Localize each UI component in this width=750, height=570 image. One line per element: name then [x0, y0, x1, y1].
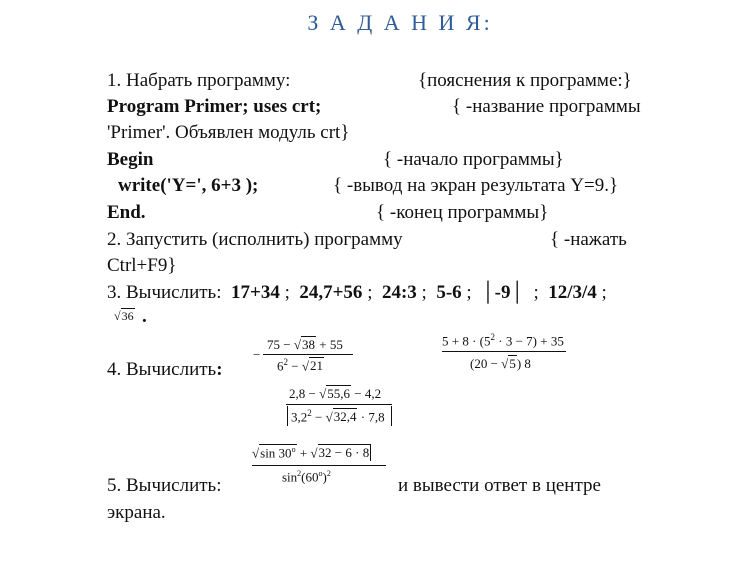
task3-expressions: 3. Вычислить: 17+34 ; 24,7+56 ; 24:3 ; 5-6 ; │-9│ ; 12/3/4 ;: [107, 282, 607, 303]
task3-end-dot: .: [142, 306, 147, 327]
task1-note: {пояснения к программе:}: [418, 70, 632, 91]
task2-note: { -нажать: [550, 229, 627, 250]
expr-6: 12/3/4: [548, 282, 597, 303]
expr-5: -9: [494, 282, 511, 303]
code-line-end-note: { -конец программы}: [376, 202, 549, 223]
task2-note2: Ctrl+F9}: [107, 255, 177, 276]
expr-4: 5-6: [436, 282, 462, 303]
fraction-3: [286, 385, 396, 433]
code-line-end: End.: [107, 202, 146, 223]
code-line-write-note: { -вывод на экран результата Y=9.}: [333, 175, 619, 196]
task2-text: 2. Запустить (исполнить) программу: [107, 229, 403, 250]
fraction-1-denominator: $6^2 - √21$: [277, 357, 323, 374]
code-line-write: write('Y=', 6+3 );: [118, 175, 259, 196]
sep-4: ;: [466, 282, 472, 303]
expr-2: 24,7+56: [299, 282, 363, 303]
code-line-program: Program Primer; uses crt;: [107, 96, 322, 117]
fraction-2: [442, 332, 572, 376]
fraction-2-numerator: $5 + 8 \cdot (5^2 \cdot 3 - 7) + 35$: [442, 332, 564, 349]
sep-6: ;: [601, 282, 607, 303]
fraction-3-numerator: 2,8 − √55,6 − 4,2: [289, 386, 382, 401]
sep-5: ;: [533, 282, 539, 303]
fraction-5-numerator: √sin $30^o + √32 - 6 \cdot 8$: [252, 445, 370, 461]
code-line-program-note2: 'Primer'. Объявлен модуль crt}: [107, 122, 350, 143]
page-title: З А Д А Н И Я:: [307, 10, 493, 35]
fraction-5-denominator: $\sin^2(60^o)^2$: [282, 469, 331, 485]
fraction-3-denominator: $3,2^2 - √32,4 \cdot 7,8$: [291, 408, 385, 425]
task5-tail2: экрана.: [107, 502, 166, 523]
code-line-program-note: { -название программы: [452, 96, 641, 117]
sqrt-36: √36: [114, 309, 134, 323]
task5-tail: и вывести ответ в центре: [398, 475, 601, 496]
sep-1: ;: [284, 282, 290, 303]
task3-label: 3. Вычислить:: [107, 282, 222, 303]
sep-3: ;: [421, 282, 427, 303]
task4-label: 4. Вычислить:: [107, 359, 223, 380]
fraction-1-numerator: 75 − √38 + 55: [267, 337, 343, 352]
fraction-5: [252, 444, 392, 492]
fraction-1: [263, 336, 353, 376]
fraction-2-denominator: (20 − √5) 8: [470, 356, 531, 371]
task5-label: 5. Вычислить:: [107, 475, 222, 496]
task1-label: 1. Набрать программу:: [107, 70, 291, 91]
expr-3: 24:3: [381, 282, 417, 303]
code-line-begin-note: { -начало программы}: [383, 149, 564, 170]
fraction-1-sign: −: [253, 347, 261, 362]
expr-1: 17+34: [231, 282, 280, 303]
sep-2: ;: [367, 282, 373, 303]
code-line-begin: Begin: [107, 149, 154, 170]
